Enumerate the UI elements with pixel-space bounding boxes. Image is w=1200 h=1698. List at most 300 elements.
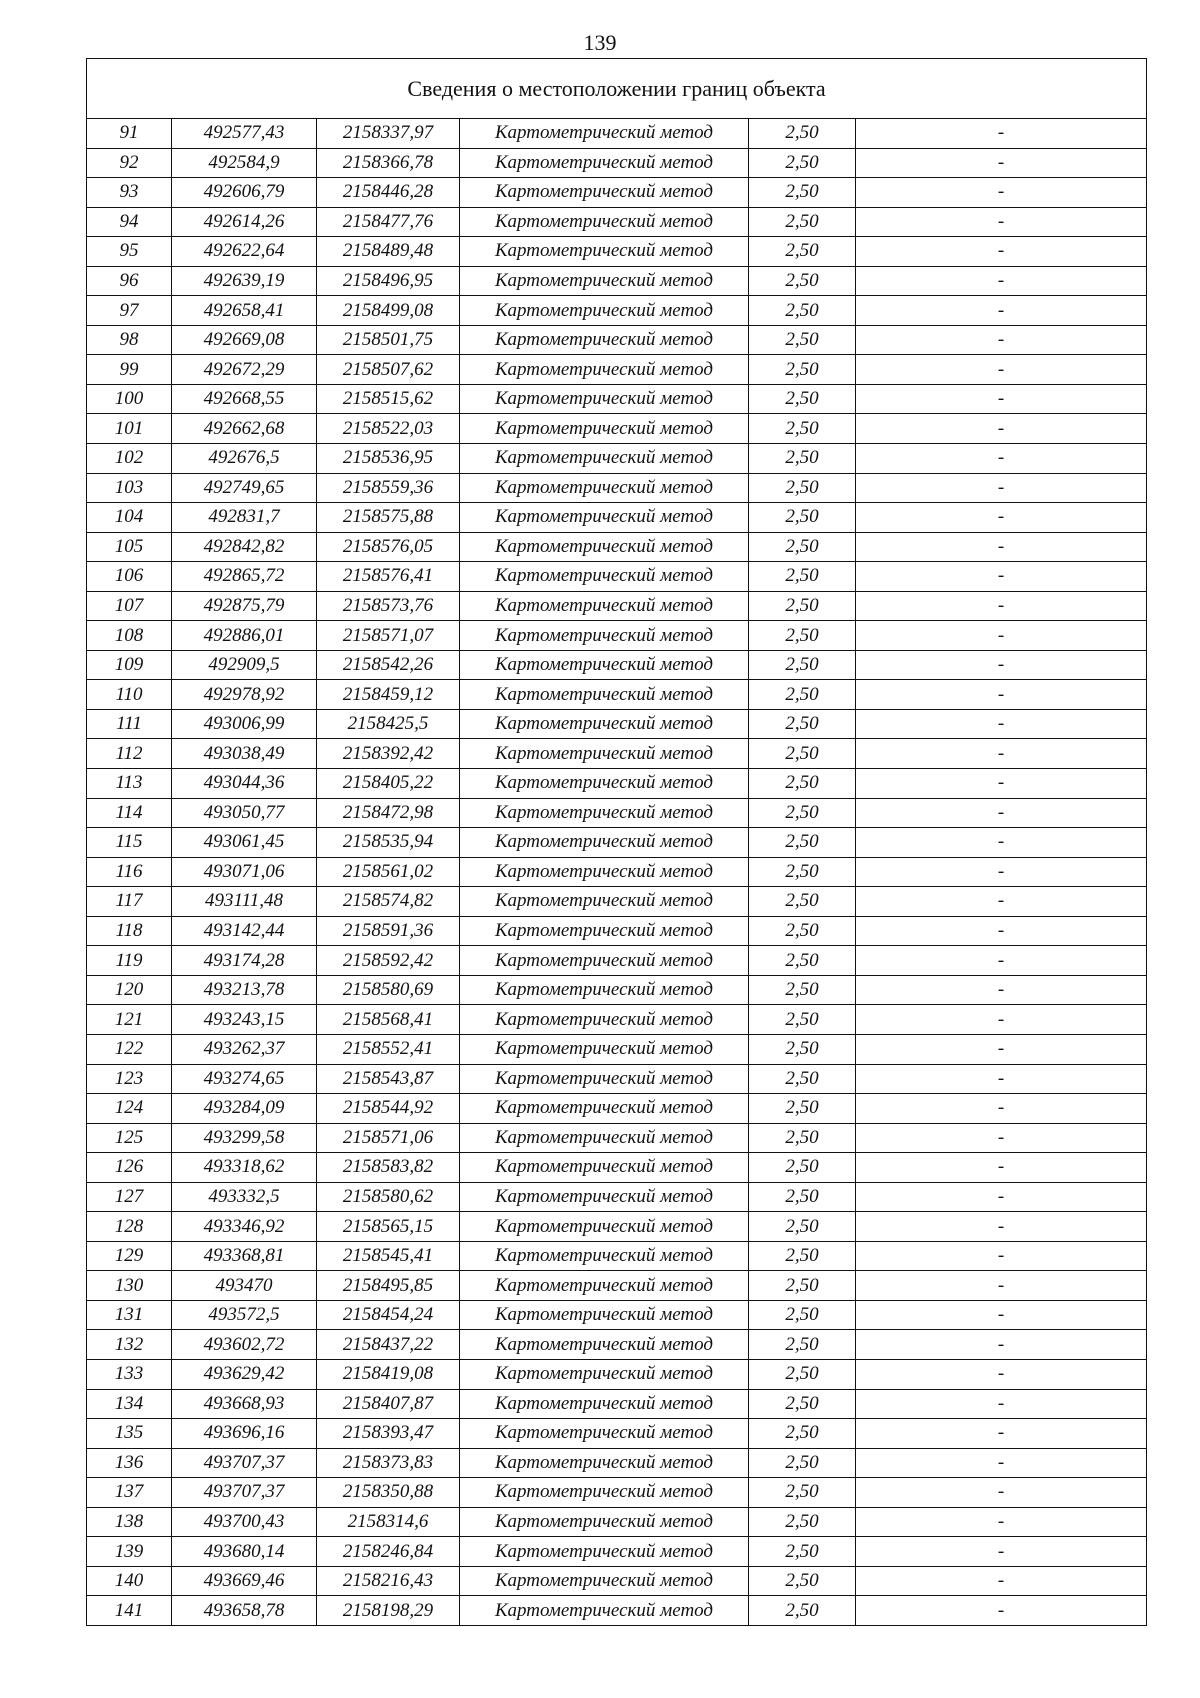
table-row (87, 1330, 1147, 1360)
point-number-cell: 97 (87, 296, 172, 326)
table-row (87, 828, 1147, 858)
table-row (87, 1212, 1147, 1242)
point-number-cell: 125 (87, 1123, 172, 1153)
method-cell: Картометрический метод (460, 1005, 749, 1035)
point-number-cell: 128 (87, 1212, 172, 1242)
accuracy-cell: 2,50 (749, 975, 856, 1005)
description-cell: - (856, 739, 1147, 769)
x-coordinate-cell: 493243,15 (172, 1005, 317, 1035)
description-cell: - (856, 1241, 1147, 1271)
point-number-cell: 134 (87, 1389, 172, 1419)
method-cell: Картометрический метод (460, 946, 749, 976)
method-cell: Картометрический метод (460, 532, 749, 562)
y-coordinate-cell: 2158565,15 (317, 1212, 460, 1242)
accuracy-cell: 2,50 (749, 148, 856, 178)
y-coordinate-cell: 2158198,29 (317, 1596, 460, 1626)
x-coordinate-cell: 493061,45 (172, 828, 317, 858)
y-coordinate-cell: 2158592,42 (317, 946, 460, 976)
method-cell: Картометрический метод (460, 1300, 749, 1330)
point-number-cell: 102 (87, 444, 172, 474)
description-cell: - (856, 1330, 1147, 1360)
y-coordinate-cell: 2158496,95 (317, 266, 460, 296)
x-coordinate-cell: 493332,5 (172, 1182, 317, 1212)
x-coordinate-cell: 492668,55 (172, 384, 317, 414)
y-coordinate-cell: 2158575,88 (317, 503, 460, 533)
description-cell: - (856, 532, 1147, 562)
accuracy-cell: 2,50 (749, 1300, 856, 1330)
method-cell: Картометрический метод (460, 1448, 749, 1478)
y-coordinate-cell: 2158536,95 (317, 444, 460, 474)
table-row (87, 1566, 1147, 1596)
y-coordinate-cell: 2158522,03 (317, 414, 460, 444)
accuracy-cell: 2,50 (749, 591, 856, 621)
description-cell: - (856, 1359, 1147, 1389)
table-row (87, 1448, 1147, 1478)
description-cell: - (856, 1566, 1147, 1596)
x-coordinate-cell: 493368,81 (172, 1241, 317, 1271)
x-coordinate-cell: 493044,36 (172, 769, 317, 799)
point-number-cell: 137 (87, 1478, 172, 1508)
description-cell: - (856, 384, 1147, 414)
point-number-cell: 105 (87, 532, 172, 562)
description-cell: - (856, 266, 1147, 296)
y-coordinate-cell: 2158507,62 (317, 355, 460, 385)
accuracy-cell: 2,50 (749, 650, 856, 680)
point-number-cell: 113 (87, 769, 172, 799)
point-number-cell: 129 (87, 1241, 172, 1271)
accuracy-cell: 2,50 (749, 621, 856, 651)
table-row (87, 1537, 1147, 1567)
point-number-cell: 104 (87, 503, 172, 533)
y-coordinate-cell: 2158501,75 (317, 325, 460, 355)
method-cell: Картометрический метод (460, 1153, 749, 1183)
y-coordinate-cell: 2158573,76 (317, 591, 460, 621)
table-body (87, 119, 1147, 1626)
y-coordinate-cell: 2158583,82 (317, 1153, 460, 1183)
method-cell: Картометрический метод (460, 916, 749, 946)
accuracy-cell: 2,50 (749, 1123, 856, 1153)
description-cell: - (856, 1389, 1147, 1419)
y-coordinate-cell: 2158216,43 (317, 1566, 460, 1596)
description-cell: - (856, 1005, 1147, 1035)
y-coordinate-cell: 2158559,36 (317, 473, 460, 503)
point-number-cell: 141 (87, 1596, 172, 1626)
x-coordinate-cell: 493346,92 (172, 1212, 317, 1242)
method-cell: Картометрический метод (460, 739, 749, 769)
description-cell: - (856, 621, 1147, 651)
table-row (87, 119, 1147, 149)
method-cell: Картометрический метод (460, 296, 749, 326)
accuracy-cell: 2,50 (749, 1153, 856, 1183)
accuracy-cell: 2,50 (749, 828, 856, 858)
method-cell: Картометрический метод (460, 857, 749, 887)
method-cell: Картометрический метод (460, 562, 749, 592)
accuracy-cell: 2,50 (749, 739, 856, 769)
x-coordinate-cell: 492886,01 (172, 621, 317, 651)
accuracy-cell: 2,50 (749, 414, 856, 444)
accuracy-cell: 2,50 (749, 1094, 856, 1124)
method-cell: Картометрический метод (460, 1064, 749, 1094)
table-row (87, 1064, 1147, 1094)
point-number-cell: 126 (87, 1153, 172, 1183)
method-cell: Картометрический метод (460, 975, 749, 1005)
y-coordinate-cell: 2158591,36 (317, 916, 460, 946)
x-coordinate-cell: 492672,29 (172, 355, 317, 385)
x-coordinate-cell: 492749,65 (172, 473, 317, 503)
description-cell: - (856, 1300, 1147, 1330)
description-cell: - (856, 1419, 1147, 1449)
accuracy-cell: 2,50 (749, 562, 856, 592)
x-coordinate-cell: 492584,9 (172, 148, 317, 178)
description-cell: - (856, 119, 1147, 149)
accuracy-cell: 2,50 (749, 444, 856, 474)
table-row (87, 237, 1147, 267)
accuracy-cell: 2,50 (749, 1566, 856, 1596)
table-row (87, 1507, 1147, 1537)
accuracy-cell: 2,50 (749, 355, 856, 385)
method-cell: Картометрический метод (460, 828, 749, 858)
method-cell: Картометрический метод (460, 444, 749, 474)
accuracy-cell: 2,50 (749, 296, 856, 326)
method-cell: Картометрический метод (460, 591, 749, 621)
description-cell: - (856, 444, 1147, 474)
y-coordinate-cell: 2158454,24 (317, 1300, 460, 1330)
point-number-cell: 135 (87, 1419, 172, 1449)
accuracy-cell: 2,50 (749, 1359, 856, 1389)
accuracy-cell: 2,50 (749, 1271, 856, 1301)
accuracy-cell: 2,50 (749, 473, 856, 503)
point-number-cell: 123 (87, 1064, 172, 1094)
method-cell: Картометрический метод (460, 1359, 749, 1389)
table-row (87, 296, 1147, 326)
method-cell: Картометрический метод (460, 650, 749, 680)
method-cell: Картометрический метод (460, 1271, 749, 1301)
table-row (87, 207, 1147, 237)
accuracy-cell: 2,50 (749, 532, 856, 562)
y-coordinate-cell: 2158314,6 (317, 1507, 460, 1537)
x-coordinate-cell: 493669,46 (172, 1566, 317, 1596)
y-coordinate-cell: 2158489,48 (317, 237, 460, 267)
x-coordinate-cell: 492614,26 (172, 207, 317, 237)
x-coordinate-cell: 493284,09 (172, 1094, 317, 1124)
x-coordinate-cell: 492669,08 (172, 325, 317, 355)
point-number-cell: 131 (87, 1300, 172, 1330)
accuracy-cell: 2,50 (749, 798, 856, 828)
table-row (87, 1241, 1147, 1271)
table-row (87, 1094, 1147, 1124)
description-cell: - (856, 650, 1147, 680)
x-coordinate-cell: 493071,06 (172, 857, 317, 887)
description-cell: - (856, 1123, 1147, 1153)
accuracy-cell: 2,50 (749, 503, 856, 533)
method-cell: Картометрический метод (460, 1241, 749, 1271)
x-coordinate-cell: 493680,14 (172, 1537, 317, 1567)
point-number-cell: 130 (87, 1271, 172, 1301)
y-coordinate-cell: 2158576,05 (317, 532, 460, 562)
table-row (87, 1419, 1147, 1449)
point-number-cell: 114 (87, 798, 172, 828)
table-row (87, 739, 1147, 769)
accuracy-cell: 2,50 (749, 857, 856, 887)
table-row (87, 355, 1147, 385)
y-coordinate-cell: 2158515,62 (317, 384, 460, 414)
x-coordinate-cell: 493707,37 (172, 1448, 317, 1478)
y-coordinate-cell: 2158246,84 (317, 1537, 460, 1567)
point-number-cell: 132 (87, 1330, 172, 1360)
accuracy-cell: 2,50 (749, 266, 856, 296)
x-coordinate-cell: 493299,58 (172, 1123, 317, 1153)
description-cell: - (856, 887, 1147, 917)
x-coordinate-cell: 492662,68 (172, 414, 317, 444)
description-cell: - (856, 503, 1147, 533)
description-cell: - (856, 857, 1147, 887)
point-number-cell: 136 (87, 1448, 172, 1478)
point-number-cell: 120 (87, 975, 172, 1005)
accuracy-cell: 2,50 (749, 946, 856, 976)
y-coordinate-cell: 2158542,26 (317, 650, 460, 680)
table-row (87, 1596, 1147, 1626)
x-coordinate-cell: 492622,64 (172, 237, 317, 267)
description-cell: - (856, 1212, 1147, 1242)
method-cell: Картометрический метод (460, 355, 749, 385)
x-coordinate-cell: 492978,92 (172, 680, 317, 710)
description-cell: - (856, 916, 1147, 946)
accuracy-cell: 2,50 (749, 709, 856, 739)
table-row (87, 946, 1147, 976)
method-cell: Картометрический метод (460, 119, 749, 149)
boundary-coordinates-table (86, 58, 1147, 1626)
description-cell: - (856, 680, 1147, 710)
accuracy-cell: 2,50 (749, 680, 856, 710)
description-cell: - (856, 1182, 1147, 1212)
x-coordinate-cell: 493274,65 (172, 1064, 317, 1094)
description-cell: - (856, 975, 1147, 1005)
accuracy-cell: 2,50 (749, 119, 856, 149)
accuracy-cell: 2,50 (749, 1005, 856, 1035)
method-cell: Картометрический метод (460, 1478, 749, 1508)
description-cell: - (856, 1064, 1147, 1094)
method-cell: Картометрический метод (460, 473, 749, 503)
method-cell: Картометрический метод (460, 1330, 749, 1360)
x-coordinate-cell: 493658,78 (172, 1596, 317, 1626)
point-number-cell: 119 (87, 946, 172, 976)
method-cell: Картометрический метод (460, 680, 749, 710)
table-row (87, 1123, 1147, 1153)
y-coordinate-cell: 2158337,97 (317, 119, 460, 149)
method-cell: Картометрический метод (460, 621, 749, 651)
x-coordinate-cell: 492639,19 (172, 266, 317, 296)
accuracy-cell: 2,50 (749, 1389, 856, 1419)
x-coordinate-cell: 492831,7 (172, 503, 317, 533)
description-cell: - (856, 207, 1147, 237)
method-cell: Картометрический метод (460, 798, 749, 828)
x-coordinate-cell: 492875,79 (172, 591, 317, 621)
point-number-cell: 106 (87, 562, 172, 592)
table-row (87, 1005, 1147, 1035)
table-row (87, 1359, 1147, 1389)
table-row (87, 325, 1147, 355)
x-coordinate-cell: 492606,79 (172, 178, 317, 208)
y-coordinate-cell: 2158499,08 (317, 296, 460, 326)
y-coordinate-cell: 2158373,83 (317, 1448, 460, 1478)
accuracy-cell: 2,50 (749, 1182, 856, 1212)
y-coordinate-cell: 2158545,41 (317, 1241, 460, 1271)
accuracy-cell: 2,50 (749, 237, 856, 267)
accuracy-cell: 2,50 (749, 1478, 856, 1508)
description-cell: - (856, 1271, 1147, 1301)
table-row (87, 591, 1147, 621)
accuracy-cell: 2,50 (749, 1507, 856, 1537)
y-coordinate-cell: 2158561,02 (317, 857, 460, 887)
method-cell: Картометрический метод (460, 1182, 749, 1212)
description-cell: - (856, 562, 1147, 592)
point-number-cell: 127 (87, 1182, 172, 1212)
table-row (87, 473, 1147, 503)
method-cell: Картометрический метод (460, 266, 749, 296)
point-number-cell: 118 (87, 916, 172, 946)
point-number-cell: 133 (87, 1359, 172, 1389)
table-row (87, 887, 1147, 917)
table-row (87, 148, 1147, 178)
y-coordinate-cell: 2158459,12 (317, 680, 460, 710)
description-cell: - (856, 148, 1147, 178)
description-cell: - (856, 591, 1147, 621)
y-coordinate-cell: 2158495,85 (317, 1271, 460, 1301)
point-number-cell: 140 (87, 1566, 172, 1596)
method-cell: Картометрический метод (460, 148, 749, 178)
accuracy-cell: 2,50 (749, 1034, 856, 1064)
method-cell: Картометрический метод (460, 709, 749, 739)
table-row (87, 916, 1147, 946)
y-coordinate-cell: 2158543,87 (317, 1064, 460, 1094)
point-number-cell: 110 (87, 680, 172, 710)
x-coordinate-cell: 493142,44 (172, 916, 317, 946)
description-cell: - (856, 1094, 1147, 1124)
y-coordinate-cell: 2158576,41 (317, 562, 460, 592)
x-coordinate-cell: 493572,5 (172, 1300, 317, 1330)
x-coordinate-cell: 492577,43 (172, 119, 317, 149)
description-cell: - (856, 1153, 1147, 1183)
method-cell: Картометрический метод (460, 1212, 749, 1242)
description-cell: - (856, 828, 1147, 858)
method-cell: Картометрический метод (460, 769, 749, 799)
point-number-cell: 92 (87, 148, 172, 178)
y-coordinate-cell: 2158571,06 (317, 1123, 460, 1153)
x-coordinate-cell: 492842,82 (172, 532, 317, 562)
table-row (87, 798, 1147, 828)
description-cell: - (856, 798, 1147, 828)
accuracy-cell: 2,50 (749, 384, 856, 414)
table-row (87, 680, 1147, 710)
point-number-cell: 122 (87, 1034, 172, 1064)
table-row (87, 178, 1147, 208)
point-number-cell: 94 (87, 207, 172, 237)
y-coordinate-cell: 2158571,07 (317, 621, 460, 651)
table-row (87, 975, 1147, 1005)
table-row (87, 1389, 1147, 1419)
y-coordinate-cell: 2158425,5 (317, 709, 460, 739)
method-cell: Картометрический метод (460, 1596, 749, 1626)
x-coordinate-cell: 492658,41 (172, 296, 317, 326)
accuracy-cell: 2,50 (749, 1596, 856, 1626)
x-coordinate-cell: 492865,72 (172, 562, 317, 592)
table-row (87, 562, 1147, 592)
x-coordinate-cell: 493629,42 (172, 1359, 317, 1389)
point-number-cell: 93 (87, 178, 172, 208)
point-number-cell: 101 (87, 414, 172, 444)
x-coordinate-cell: 493700,43 (172, 1507, 317, 1537)
method-cell: Картометрический метод (460, 237, 749, 267)
point-number-cell: 124 (87, 1094, 172, 1124)
y-coordinate-cell: 2158392,42 (317, 739, 460, 769)
point-number-cell: 117 (87, 887, 172, 917)
y-coordinate-cell: 2158472,98 (317, 798, 460, 828)
x-coordinate-cell: 493696,16 (172, 1419, 317, 1449)
x-coordinate-cell: 492909,5 (172, 650, 317, 680)
description-cell: - (856, 178, 1147, 208)
accuracy-cell: 2,50 (749, 769, 856, 799)
method-cell: Картометрический метод (460, 325, 749, 355)
table-row (87, 650, 1147, 680)
table-row (87, 503, 1147, 533)
table-row (87, 621, 1147, 651)
description-cell: - (856, 237, 1147, 267)
y-coordinate-cell: 2158568,41 (317, 1005, 460, 1035)
description-cell: - (856, 1507, 1147, 1537)
method-cell: Картометрический метод (460, 1507, 749, 1537)
point-number-cell: 99 (87, 355, 172, 385)
method-cell: Картометрический метод (460, 1123, 749, 1153)
description-cell: - (856, 355, 1147, 385)
description-cell: - (856, 1596, 1147, 1626)
point-number-cell: 107 (87, 591, 172, 621)
method-cell: Картометрический метод (460, 1419, 749, 1449)
accuracy-cell: 2,50 (749, 207, 856, 237)
description-cell: - (856, 1537, 1147, 1567)
table-row (87, 769, 1147, 799)
table-row (87, 1300, 1147, 1330)
accuracy-cell: 2,50 (749, 325, 856, 355)
y-coordinate-cell: 2158544,92 (317, 1094, 460, 1124)
y-coordinate-cell: 2158535,94 (317, 828, 460, 858)
table-row (87, 1478, 1147, 1508)
x-coordinate-cell: 493470 (172, 1271, 317, 1301)
description-cell: - (856, 296, 1147, 326)
point-number-cell: 109 (87, 650, 172, 680)
accuracy-cell: 2,50 (749, 1241, 856, 1271)
point-number-cell: 98 (87, 325, 172, 355)
x-coordinate-cell: 493668,93 (172, 1389, 317, 1419)
description-cell: - (856, 473, 1147, 503)
accuracy-cell: 2,50 (749, 1537, 856, 1567)
table-row (87, 857, 1147, 887)
table-row (87, 1271, 1147, 1301)
point-number-cell: 121 (87, 1005, 172, 1035)
accuracy-cell: 2,50 (749, 1212, 856, 1242)
y-coordinate-cell: 2158419,08 (317, 1359, 460, 1389)
point-number-cell: 139 (87, 1537, 172, 1567)
description-cell: - (856, 1478, 1147, 1508)
method-cell: Картометрический метод (460, 1034, 749, 1064)
table-row (87, 444, 1147, 474)
table-row (87, 414, 1147, 444)
x-coordinate-cell: 493006,99 (172, 709, 317, 739)
table-row (87, 532, 1147, 562)
x-coordinate-cell: 493038,49 (172, 739, 317, 769)
method-cell: Картометрический метод (460, 1389, 749, 1419)
x-coordinate-cell: 493262,37 (172, 1034, 317, 1064)
table-title: Сведения о местоположении границ объекта (87, 59, 1147, 119)
